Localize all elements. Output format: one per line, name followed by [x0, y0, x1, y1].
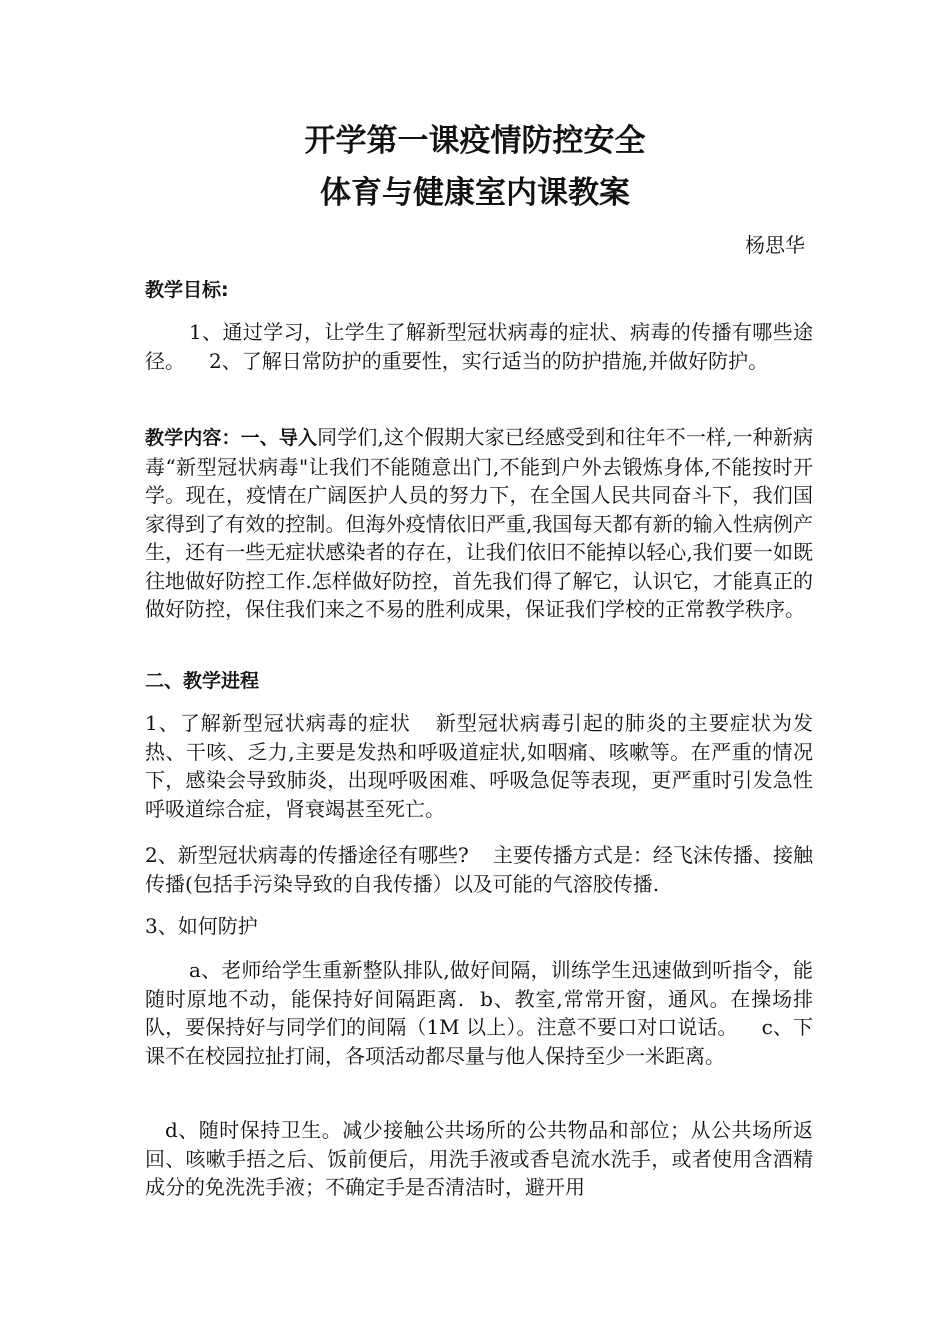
- protection-item-a: a、老师给学生重新整队排队,做好间隔，训练学生迅速做到听指令，能随时原地不动，能保持好间隔距离.: [145, 958, 813, 1011]
- protection-item-c: c、下课不在校园拉扯打闹，各项活动都尽量与他人保持至少一米距离。: [145, 1015, 814, 1068]
- intro-subheading: 一、导入: [240, 427, 318, 449]
- objective-item-2: 2、了解日常防护的重要性，实行适当的防护措施,并做好防护。: [209, 348, 769, 373]
- protection-heading: 3、如何防护: [145, 914, 258, 938]
- transmission-title: 2、新型冠状病毒的传播途径有哪些?: [145, 843, 469, 867]
- objectives-heading: 教学目标:: [145, 279, 229, 301]
- symptoms-text: 新型冠状病毒引起的肺炎的主要症状为发热、干咳、乏力,主要是发热和呼吸道症状,如咽痛、咳嗽等。在严重的情况下，感染会导致肺炎，出现呼吸困难、呼吸急促等表现，更严重时引发急性呼吸道综合症，肾衰竭甚至死亡。: [145, 711, 813, 821]
- protection-item-d: d、随时保持卫生。减少接触公共场所的公共物品和部位；从公共场所返回、咳嗽手捂之后、饭前便后，用洗手液或香皂流水洗手，或者使用含酒精成分的免洗洗手液；不确定手是否清洁时，避开用: [145, 1118, 813, 1199]
- transmission-text: 主要传播方式是：经飞沫传播、接触传播(包括手污染导致的自我传播）以及可能的气溶胶传播.: [145, 843, 814, 896]
- objective-item-1: 1、通过学习，让学生了解新型冠状病毒的症状、病毒的传播有哪些途径。: [145, 320, 813, 373]
- author-name: 杨思华: [745, 233, 805, 257]
- content-intro-paragraph: [145, 423, 813, 624]
- symptoms-title: 1、了解新型冠状病毒的症状: [145, 711, 411, 735]
- protection-abc-paragraph: [145, 956, 813, 1070]
- symptoms-paragraph: [145, 709, 813, 823]
- intro-text: 同学们,这个假期大家已经感受到和往年不一样,一种新病毒“新型冠状病毒"让我们不能随意出门,不能到户外去锻炼身体,不能按时开学。现在，疫情在广阔医护人员的努力下，在全国人民共同奋斗下，我们国家得到了有效的控制。但海外疫情依旧严重,我国每天都有新的输入性病例产生，还有一些无症状感染者的存在，让我们依旧不能掉以轻心,我们要一如既往地做好防控工作.怎样做好防控，首先我们得了解它，认识它，才能真正的做好防控，保住我们来之不易的胜利成果，保证我们学校的正常教学秩序。: [145, 425, 813, 621]
- objectives-text: [145, 318, 813, 375]
- content-heading: 教学内容：: [145, 427, 241, 449]
- title-line-1: 开学第一课疫情防控安全: [304, 123, 646, 159]
- process-heading: 二、教学进程: [145, 670, 260, 692]
- protection-item-b: b、教室,常常开窗，通风。在操场排队，要保持好与同学们的间隔（1M 以上）。注意不要口对口说话。: [145, 986, 813, 1039]
- transmission-paragraph: [145, 841, 813, 898]
- title-line-2: 体育与健康室内课教案: [320, 175, 630, 211]
